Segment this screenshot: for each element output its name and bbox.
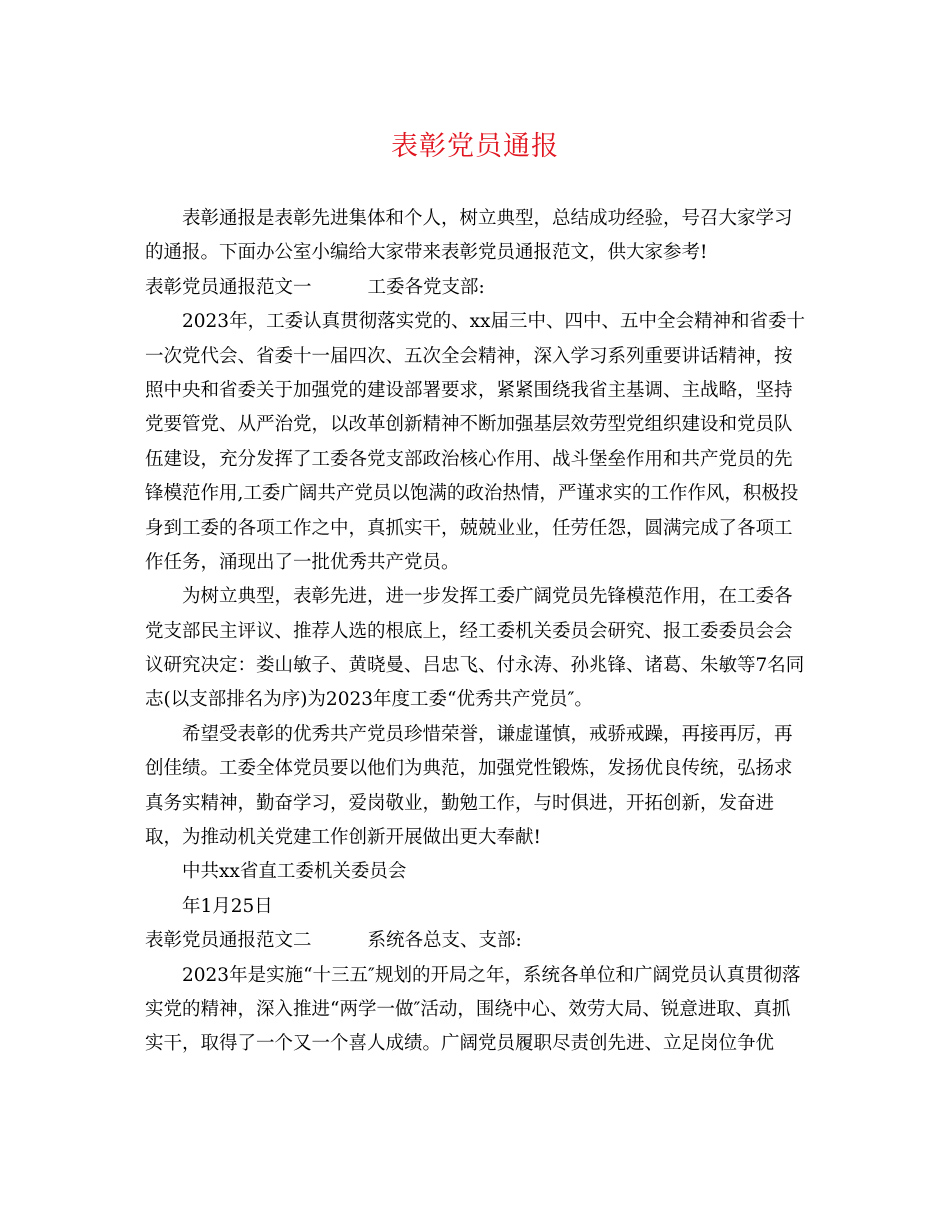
paragraph-line: 实党的精神，深入推进“两学一做″活动，围绕中心、效劳大局、锐意进取、真抓 xyxy=(145,998,791,1020)
document-body xyxy=(145,202,825,1062)
paragraph-line: 2023年是实施“十三五″规划的开局之年，系统各单位和广阔党员认真贯彻落 xyxy=(182,964,801,986)
paragraph-line: 议研究决定：娄山敏子、黄晓曼、吕忠飞、付永涛、孙兆锋、诸葛、朱敏等7名同 xyxy=(145,655,805,677)
paragraph-line: 实干，取得了一个又一个喜人成绩。广阔党员履职尽责创先进、立足岗位争优 xyxy=(145,1033,775,1055)
section-heading-line xyxy=(145,924,825,958)
signature-line: 中共xx省直工委机关委员会 xyxy=(182,861,407,883)
section-heading-line xyxy=(145,271,825,305)
paragraph-line: 锋模范作用,工委广阔共产党员以饱满的政治热情，严谨求实的工作作风，积极投 xyxy=(145,483,799,505)
date-line: 年1月25日 xyxy=(182,895,273,917)
salutation: 系统各总支、支部: xyxy=(367,930,522,952)
paragraph-line: 身到工委的各项工作之中，真抓实干，兢兢业业，任劳任怨，圆满完成了各项工 xyxy=(145,517,793,539)
paragraph-line: 照中央和省委关于加强党的建设部署要求，紧紧围绕我省主基调、主战略，坚持 xyxy=(145,379,793,401)
paragraph-line: 表彰通报是表彰先进集体和个人，树立典型，总结成功经验，号召大家学习 xyxy=(182,208,793,229)
section-heading: 表彰党员通报范文一 xyxy=(145,276,312,298)
paragraph-line: 伍建设，充分发挥了工委各党支部政治核心作用、战斗堡垒作用和共产党员的先 xyxy=(145,448,793,470)
paragraph-line: 志(以支部排名为序)为2023年度工委“优秀共产党员″。 xyxy=(145,689,593,711)
paragraph-line: 党要管党、从严治党，以改革创新精神不断加强基层效劳型党组织建设和党员队 xyxy=(145,414,793,436)
paragraph-line: 2023年，工委认真贯彻落实党的、xx届三中、四中、五中全会精神和省委十 xyxy=(182,311,805,333)
paragraph-line: 取，为推动机关党建工作创新开展做出更大奉献! xyxy=(145,827,541,849)
paragraph-line: 创佳绩。工委全体党员要以他们为典范，加强党性锻炼，发扬优良传统，弘扬求 xyxy=(145,758,793,780)
paragraph-line: 的通报。下面办公室小编给大家带来表彰党员通报范文，供大家参考! xyxy=(145,242,708,264)
salutation: 工委各党支部: xyxy=(367,276,485,298)
paragraph-line: 希望受表彰的优秀共产党员珍惜荣誉，谦虚谨慎，戒骄戒躁，再接再厉，再 xyxy=(182,723,793,745)
paragraph-line: 党支部民主评议、推荐人选的根底上，经工委机关委员会研究、报工委委员会会 xyxy=(145,620,793,642)
paragraph-line: 真务实精神，勤奋学习，爱岗敬业，勤勉工作，与时俱进，开拓创新，发奋进 xyxy=(145,792,775,814)
paragraph-line: 为树立典型，表彰先进，进一步发挥工委广阔党员先锋模范作用，在工委各 xyxy=(182,586,793,608)
section-heading: 表彰党员通报范文二 xyxy=(145,930,312,952)
paragraph-line: 一次党代会、省委十一届四次、五次全会精神，深入学习系列重要讲话精神，按 xyxy=(145,345,793,367)
document-title: 表彰党员通报 xyxy=(391,131,559,162)
paragraph-line: 作任务，涌现出了一批优秀共产党员。 xyxy=(145,551,460,573)
